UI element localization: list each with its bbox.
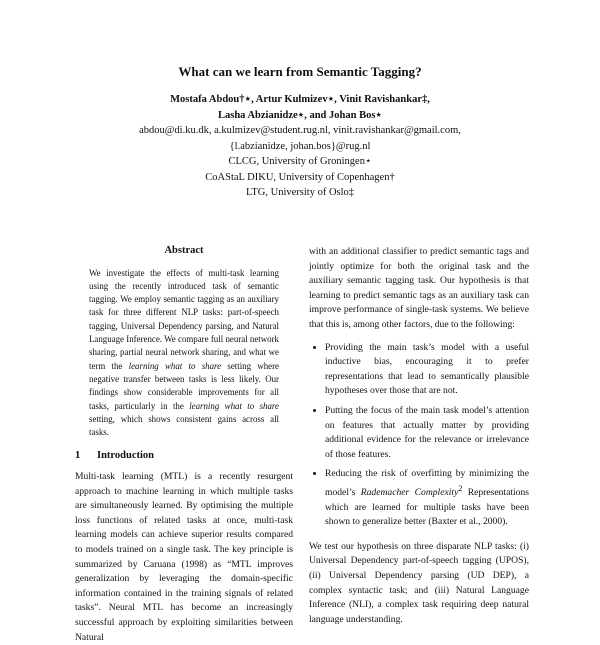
abstract-heading: Abstract (164, 245, 204, 256)
emails-line-2: {l.abzianidze, johan.bos}@rug.nl (229, 140, 371, 152)
author-block (0, 92, 600, 201)
right-paragraph-1: with an additional classifier to predict semantic tags and jointly optimize for both the original task and the auxiliary semantic tagging task. Our hypothesis is that learning to predict semantic tags as an auxiliary task can improve performance of single-task systems. We believe that this is, among other factors, due to the following: (309, 246, 529, 330)
hypothesis-list (309, 341, 529, 530)
section-title: Introduction (97, 450, 154, 462)
right-column (309, 245, 529, 627)
affiliation-groningen: CLCG, University of Groningen⋆ (228, 156, 372, 167)
authors-line-1: Mostafa Abdou†⋆, Artur Kulmizev⋆, Vinit Ravishankar‡, (170, 94, 430, 105)
list-item: • Providing the main task’s model with a useful inductive bias, encouraging it to prefer representations that lead to semantically plausible hypotheses over those that are not. (325, 341, 529, 399)
affiliation-copenhagen: CoAStaL DIKU, University of Copenhagen† (205, 171, 395, 183)
section-number: 1 (75, 450, 81, 462)
emails-line-1: abdou@di.ku.dk, a.kulmizev@student.rug.nl, vinit.ravishankar@gmail.com, (139, 125, 461, 136)
right-paragraph-2: We test our hypothesis on three disparate NLP tasks: (i) Universal Dependency part-of-speech tagging (UPOS), (ii) Universal Dependency parsing (UD DEP), a complex syntactic task; and (iii) Natural Language Inference (NLI), a complex task requiring deep natural language understanding. (309, 540, 529, 625)
affiliation-oslo: LTG, University of Oslo‡ (245, 187, 355, 198)
intro-paragraph: Multi-task learning (MTL) is a recently resurgent approach to machine learning in which multiple tasks are simultaneously learned. By optimising the multiple loss functions of related tasks at once, multi-task learning models can achieve superior results compared to models trained on a single task. The key principle is summarized by Caruana (1998) as “MTL improves generalization by leveraging the domain-specific information contained in the training signals of related tasks”. Neural MTL has become an increasingly successful approach by exploiting similarities between Natural (75, 471, 293, 643)
section-heading-introduction (75, 449, 293, 464)
authors-line-2: Lasha Abzianidze⋆, and Johan Bos⋆ (218, 109, 382, 121)
abstract-text: We investigate the effects of multi-task learning using the recently introduced task of semantic tagging. We employ semantic tagging as an auxiliary task for three different NLP tasks: part-of-speech tagging, Universal Dependency parsing, and Natural Language Inference. We compare full neural network sharing, partial neural network sharing, and what we term the learning what to share setting where negative transfer between tasks is less likely. Our findings show considerable improvements for all tasks, particularly in the learning what to share setting, which shows consistent gains across all tasks. (89, 267, 279, 438)
list-item: • Putting the focus of the main task model’s attention on features that actually matter by providing additional evidence for the relevance or irrelevance of those features. (325, 404, 529, 462)
list-item: • Reducing the risk of overfitting by minimizing the model’s Rademacher Complexity$^2$ Representations which are learned for multiple tasks have been shown to generalize better (Baxter et al., 2000). (325, 467, 529, 530)
footnote-marker: 2 (458, 483, 463, 493)
paper-title: What can we learn from Semantic Tagging? (178, 64, 422, 79)
left-column (75, 244, 293, 645)
